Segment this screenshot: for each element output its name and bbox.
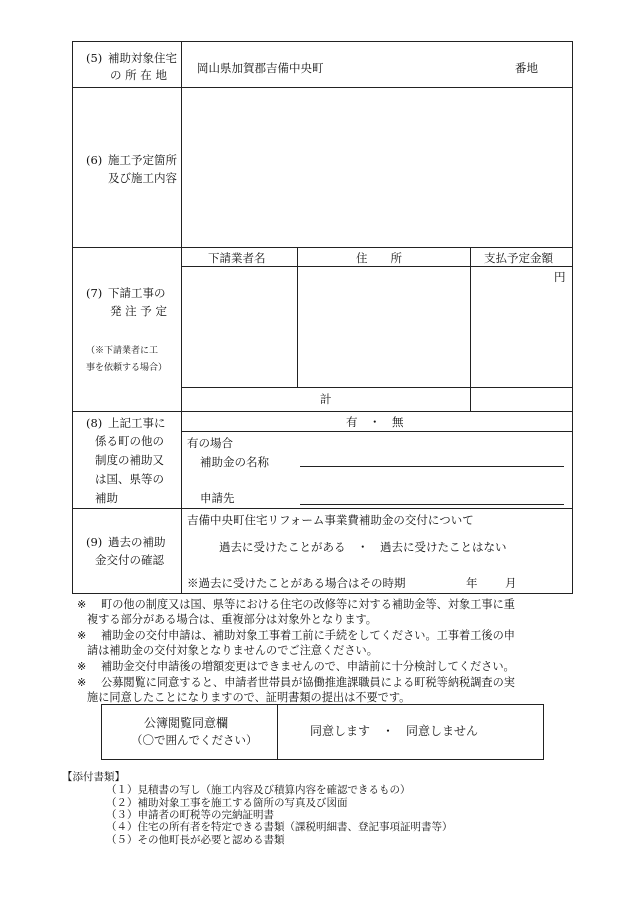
row8-label-line1: 上記工事に <box>108 416 166 430</box>
note-2-line1: 補助金の交付申請は、補助対象工事着工前に手続をしてください。工事着工後の申 <box>101 629 515 642</box>
row5-label-line2: の 所 在 地 <box>110 68 167 82</box>
row8-label-line4: は国、県等の <box>95 472 164 486</box>
other-subsidy-yes-no[interactable]: 有 ・ 無 <box>346 415 404 429</box>
consent-title: 公簿閲覧同意欄 <box>144 716 229 730</box>
row9-label-line2: 金交付の確認 <box>95 553 164 567</box>
attachment-item-1: （１）見積書の写し（施工内容及び積算内容を確認できるもの） <box>106 784 411 796</box>
consent-hint: （〇で囲んでください） <box>131 733 258 747</box>
row7-header-underline <box>181 266 573 267</box>
total-label: 計 <box>320 392 332 406</box>
subcontractor-address-field[interactable] <box>299 268 469 386</box>
note-3: 補助金交付申請後の増額変更はできませんので、申請前に十分検討してください。 <box>101 660 515 673</box>
row8-number: (8) <box>86 416 103 430</box>
row7-label-line2: 発 注 予 定 <box>110 304 167 318</box>
row7-sub-line1: （※下請業者に工 <box>86 346 159 356</box>
attachment-item-3: （３）申請者の町税等の完納証明書 <box>106 809 274 821</box>
attachment-item-2: （２）補助対象工事を施工する箇所の写真及び図面 <box>106 797 348 809</box>
label-column-divider <box>181 41 182 594</box>
row9-number: (9) <box>86 535 103 549</box>
column-header-address: 住 所 <box>356 251 402 265</box>
subsidy-name-fill-line <box>300 466 564 467</box>
row7-sub-line2: 事を依頼する場合） <box>86 363 168 373</box>
amount-yen-unit: 円 <box>554 270 566 284</box>
column-header-subcontractor-name: 下請業者名 <box>208 251 266 265</box>
consent-box-divider <box>277 705 278 759</box>
construction-details-field[interactable] <box>183 89 571 246</box>
past-subsidy-when-note: ※過去に受けたことがある場合はその時期 <box>187 576 406 590</box>
row5-number: (5) <box>86 51 103 65</box>
payment-amount-field[interactable] <box>472 268 571 386</box>
note-mark: ※ <box>77 676 87 689</box>
row7-col-divider-2 <box>470 247 471 412</box>
note-mark: ※ <box>77 660 87 673</box>
table-border-left <box>72 41 73 594</box>
past-subsidy-year-label: 年 <box>466 576 478 590</box>
consent-options[interactable]: 同意します ・ 同意しません <box>310 724 479 738</box>
note-1-line1: 町の他の制度又は国、県等における住宅の改修等に対する補助金等、対象工事に重 <box>101 598 515 611</box>
past-subsidy-month-label: 月 <box>505 576 517 590</box>
apply-to-field[interactable] <box>300 488 564 504</box>
attachment-item-4: （４）住宅の所有者を特定できる書類（課税明細書、登記事項証明書等） <box>106 821 453 833</box>
attachment-item-5: （５）その他町長が必要と認める書類 <box>106 834 285 846</box>
table-border-top <box>72 41 573 42</box>
row-divider-7-8 <box>72 411 573 412</box>
property-banchi-label: 番地 <box>515 61 538 75</box>
property-address-value: 岡山県加賀郡吉備中央町 <box>197 61 324 75</box>
subsidy-name-label: 補助金の名称 <box>200 455 269 469</box>
note-1-line2: 複する部分がある場合は、重複部分は対象外となります。 <box>87 613 377 626</box>
note-4-line2: 施に同意したことになりますので、証明書類の提出は不要です。 <box>87 691 411 704</box>
attachments-heading: 【添付書類】 <box>62 771 125 783</box>
apply-to-fill-line <box>300 504 564 505</box>
row-divider-5-6 <box>72 87 573 88</box>
apply-to-label: 申請先 <box>200 491 235 505</box>
subsidy-name-field[interactable] <box>300 450 564 466</box>
if-yes-label: 有の場合 <box>187 436 233 450</box>
table-border-bottom <box>72 593 573 594</box>
column-header-payment-amount: 支払予定金額 <box>484 251 553 265</box>
row7-label-line1: 下請工事の <box>108 286 166 300</box>
note-mark: ※ <box>77 629 87 642</box>
row5-label-line1: 補助対象住宅 <box>108 51 177 65</box>
past-subsidy-choice[interactable]: 過去に受けたことがある ・ 過去に受けたことはない <box>219 540 507 554</box>
row6-label-line1: 施工予定箇所 <box>108 153 177 167</box>
row7-number: (7) <box>86 286 103 300</box>
row-divider-6-7 <box>72 247 573 248</box>
subcontractor-name-field[interactable] <box>183 268 296 386</box>
row8-yes-no-underline <box>181 431 573 432</box>
row8-label-line5: 補助 <box>95 491 118 505</box>
row6-number: (6) <box>86 153 103 167</box>
row6-label-line2: 及び施工内容 <box>108 171 177 185</box>
past-subsidy-heading: 吉備中央町住宅リフォーム事業費補助金の交付について <box>187 513 474 527</box>
table-border-right <box>572 41 573 594</box>
note-2-line2: 請は補助金の交付対象となりませんのでご注意ください。 <box>87 644 378 657</box>
note-4-line1: 公募閲覧に同意すると、申請者世帯員が協働推進課職員による町税等納税調査の実 <box>101 676 515 689</box>
row8-label-line3: 制度の補助又 <box>95 453 164 467</box>
row7-col-divider-1 <box>297 247 298 388</box>
row7-total-line <box>181 387 573 388</box>
row8-label-line2: 係る町の他の <box>95 434 164 448</box>
row-divider-8-9 <box>72 508 573 509</box>
note-mark: ※ <box>77 598 87 611</box>
row9-label-line1: 過去の補助 <box>108 535 166 549</box>
total-amount-field[interactable] <box>472 389 571 410</box>
